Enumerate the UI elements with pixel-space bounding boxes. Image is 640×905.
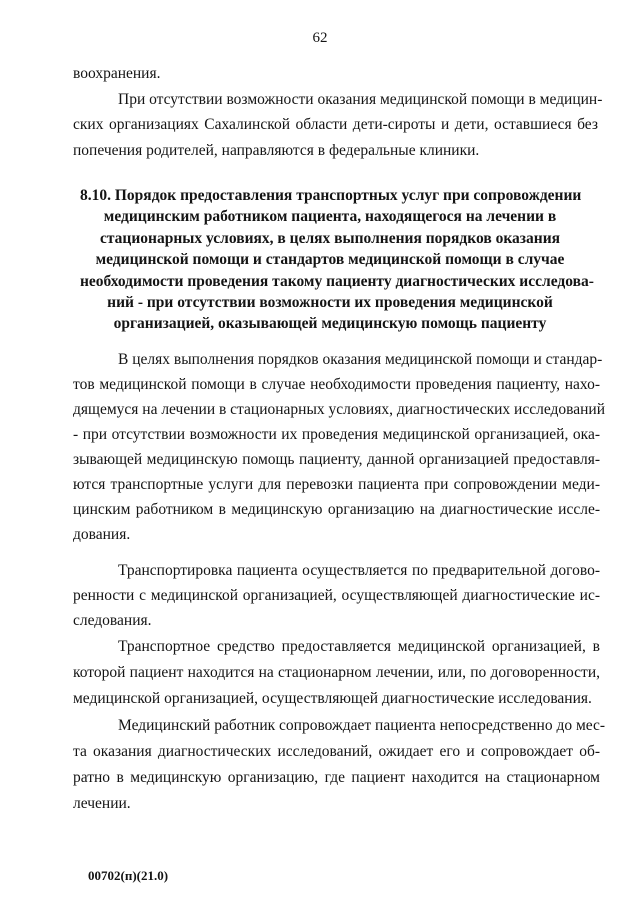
page-number: 62 (312, 30, 328, 46)
text-line: Медицинский работник сопровождает пациента непосредственно до мес- (118, 717, 606, 734)
text-line: ются транспортные услуги для перевозки пациента при сопровождении меди- (73, 476, 600, 493)
text-line: медицинской организацией, осуществляющей диагностические исследования. (73, 690, 592, 707)
text-line: При отсутствии возможности оказания медицинской помощи в медицин- (118, 91, 603, 108)
text-line: цинским работником в медицинскую организацию на диагностические иссле- (73, 501, 600, 518)
document-code: 00702(п)(21.0) (88, 868, 169, 883)
text-line: лечении. (73, 795, 131, 812)
text-line: попечения родителей, направляются в федеральные клиники. (73, 142, 480, 159)
text-line: дования. (73, 526, 131, 543)
text-line: воохранения. (73, 65, 161, 82)
text-line: следования. (73, 612, 152, 629)
text-line: Транспортное средство предоставляется медицинской организацией, в (118, 638, 600, 655)
heading-line: ний - при отсутствии возможности их проведения медицинской (107, 294, 553, 311)
text-line: - при отсутствии возможности их проведения медицинской организацией, ока- (73, 426, 600, 443)
text-line: та оказания диагностических исследований, ожидает его и сопровождает об- (73, 743, 600, 760)
text-line: ратно в медицинскую организацию, где пациент находится на стационарном (73, 769, 600, 786)
text-line: которой пациент находится на стационарном лечении, или, по договоренности, (73, 664, 600, 681)
text-line: дящемуся на лечении в стационарных условиях, диагностических исследований (73, 401, 606, 418)
heading-line: медицинской помощи и стандартов медицинской помощи в случае (95, 251, 565, 268)
heading-line: медицинским работником пациента, находящегося на лечении в (103, 208, 557, 225)
text-line: ренности с медицинской организацией, осуществляющей диагностические ис- (73, 587, 600, 604)
heading-line: организацией, оказывающей медицинскую помощь пациенту (113, 315, 547, 332)
text-line: ских организациях Сахалинской области дети-сироты и дети, оставшиеся без (73, 116, 598, 133)
heading-line: стационарных условиях, в целях выполнения порядков оказания (99, 230, 561, 247)
text-line: Транспортировка пациента осуществляется по предварительной догово- (118, 562, 600, 579)
heading-line: 8.10. Порядок предоставления транспортных услуг при сопровождении (80, 187, 582, 204)
text-line: В целях выполнения порядков оказания медицинской помощи и стандар- (118, 351, 603, 368)
text-line: тов медицинской помощи в случае необходимости проведения пациенту, нахо- (73, 376, 600, 393)
text-line: зывающей медицинскую помощь пациенту, данной организацией предоставля- (73, 451, 600, 468)
heading-line: необходимости проведения такому пациенту диагностических исследова- (80, 273, 594, 290)
